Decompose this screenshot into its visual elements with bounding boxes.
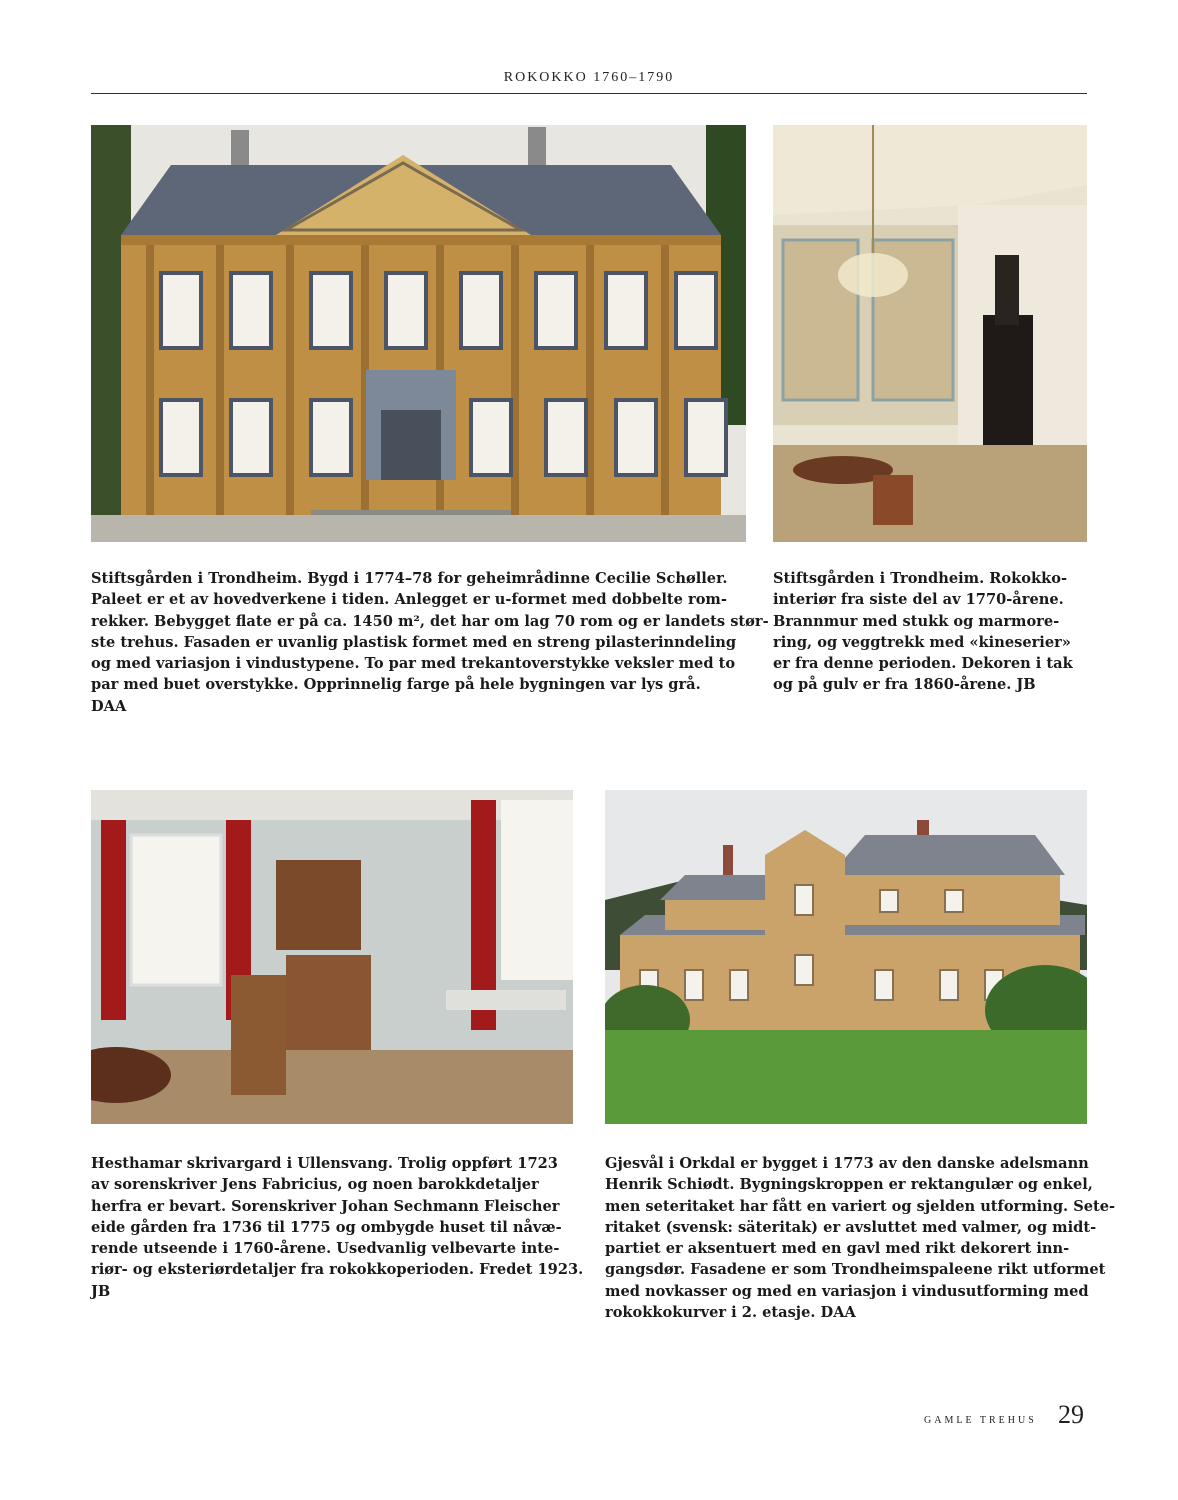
mansion-facade-photo xyxy=(91,125,746,542)
caption-line: partiet er aksentuert med en gavl med rikt dekorert inn- xyxy=(605,1240,1070,1258)
caption-line: Paleet er et av hovedverkene i tiden. Anlegget er u-formet med dobbelte rom- xyxy=(91,591,727,609)
caption-line: Gjesvål i Orkdal er bygget i 1773 av den danske adelsmann xyxy=(605,1155,1089,1172)
caption-line: riør- og eksteriørdetaljer fra rokokkoperioden. Fredet 1923. xyxy=(91,1261,584,1279)
page-number: 29 xyxy=(1058,1400,1084,1429)
footer-book-title: GAMLE TREHUS xyxy=(924,1415,1037,1426)
caption-line: ring, og veggtrekk med «kineserier» xyxy=(773,633,1071,651)
caption-line: er fra denne perioden. Dekoren i tak xyxy=(773,655,1073,673)
caption-stiftsgarden-facade xyxy=(91,568,769,717)
caption-stiftsgarden-interior xyxy=(773,568,1073,696)
caption-line: par med buet overstykke. Opprinnelig farge på hele bygningen var lys grå. xyxy=(91,676,701,694)
caption-line: av sorenskriver Jens Fabricius, og noen barokkdetaljer xyxy=(91,1176,539,1194)
caption-line: Stiftsgården i Trondheim. Rokokko- xyxy=(773,570,1068,587)
caption-line: interiør fra siste del av 1770-årene. xyxy=(773,591,1064,609)
caption-line: og med variasjon i vindustypene. To par med trekantoverstykke veksler med to xyxy=(91,655,736,673)
farmhouse-interior-photo xyxy=(91,790,573,1124)
caption-line: rokokkokurver i 2. etasje. DAA xyxy=(605,1304,856,1322)
rococo-interior-photo xyxy=(773,125,1087,542)
caption-line: Hesthamar skrivargard i Ullensvang. Trolig oppført 1723 xyxy=(91,1155,558,1172)
caption-line: ritaket (svensk: säteritak) er avsluttet med valmer, og midt- xyxy=(605,1218,1097,1236)
caption-line: eide gården fra 1736 til 1775 og ombygde huset til nåvæ- xyxy=(91,1218,562,1236)
caption-line: JB xyxy=(91,1282,111,1300)
caption-line: med novkasser og med en variasjon i vindusutforming med xyxy=(605,1282,1089,1300)
manor-exterior-photo xyxy=(605,790,1087,1124)
caption-line: men seteritaket har fått en variert og sjelden utforming. Sete- xyxy=(605,1197,1116,1215)
caption-line: rekker. Bebygget flate er på ca. 1450 m², det har om lag 70 rom og er landets stør- xyxy=(91,612,769,630)
caption-line: herfra er bevart. Sorenskriver Johan Sechmann Fleischer xyxy=(91,1197,560,1215)
caption-line: Henrik Schiødt. Bygningskroppen er rektangulær og enkel, xyxy=(605,1176,1093,1194)
caption-line: Brannmur med stukk og marmore- xyxy=(773,612,1060,630)
caption-line: Stiftsgården i Trondheim. Bygd i 1774–78 for geheimrådinne Cecilie Schøller. xyxy=(91,570,728,587)
caption-line: DAA xyxy=(91,697,127,715)
caption-line: rende utseende i 1760-årene. Usedvanlig velbevarte inte- xyxy=(91,1240,560,1258)
caption-line: og på gulv er fra 1860-årene. JB xyxy=(773,676,1036,694)
caption-line: ste trehus. Fasaden er uvanlig plastisk formet med en streng pilasterinndeling xyxy=(91,633,737,651)
caption-gjesval xyxy=(605,1153,1115,1323)
caption-line: gangsdør. Fasadene er som Trondheimspaleene rikt utformet xyxy=(605,1261,1106,1279)
header-rule xyxy=(91,93,1087,94)
caption-hesthamar xyxy=(91,1153,583,1302)
running-header: ROKOKKO 1760–1790 xyxy=(503,70,675,85)
